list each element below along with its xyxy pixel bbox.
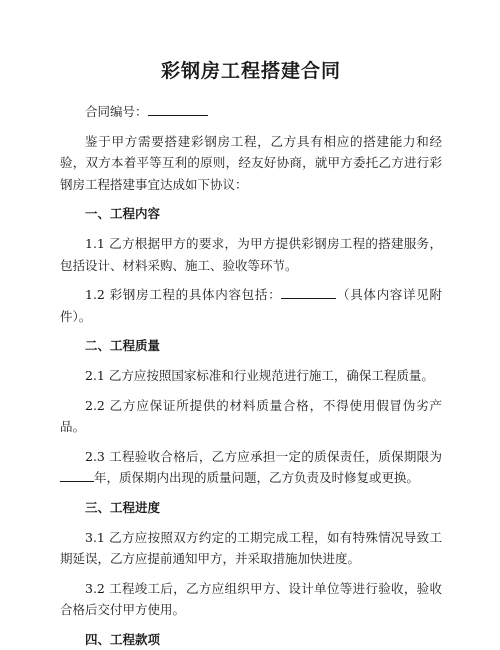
- clause-2-1: 2.1 乙方应按照国家标准和行业规范进行施工，确保工程质量。: [85, 368, 434, 383]
- work-content-blank[interactable]: [281, 284, 336, 299]
- clause-1-2-text-before: 1.2 彩钢房工程的具体内容包括：: [85, 287, 282, 302]
- contract-number-label: 合同编号：: [85, 104, 148, 119]
- clause-3-2: 3.2 工程竣工后，乙方应组织甲方、设计单位等进行验收，验收合格后交付甲方使用。: [60, 580, 442, 617]
- clause-2-3: [60, 446, 442, 489]
- clause-2-3-text-after: 年，质保期内出现的质量问题，乙方负责及时修复或更换。: [94, 470, 420, 485]
- clause-1-1: 1.1 乙方根据甲方的要求，为甲方提供彩钢房工程的搭建服务，包括设计、材料采购、施工、验收等环节。: [60, 236, 442, 273]
- clause-2-2: 2.2 乙方应保证所提供的材料质量合格，不得使用假冒伪劣产品。: [60, 397, 442, 434]
- intro-paragraph: 鉴于甲方需要搭建彩钢房工程，乙方具有相应的搭建能力和经验，双方本着平等互利的原则，经友好协商，就甲方委托乙方进行彩钢房工程搭建事宜达成如下协议：: [60, 133, 442, 192]
- warranty-years-blank[interactable]: [60, 467, 94, 482]
- clause-2-3-text-before: 2.3 工程验收合格后，乙方应承担一定的质保责任，质保期限为: [85, 448, 442, 464]
- contract-number-blank[interactable]: [148, 101, 208, 116]
- document-title: 彩钢房工程搭建合同: [160, 60, 341, 82]
- clause-1-2-text-after: （具体内容详见附件）。: [60, 287, 442, 324]
- clause-3-1: 3.1 乙方应按照双方约定的工期完成工程，如有特殊情况导致工期延误，乙方应提前通知甲方，并采取措施加快进度。: [60, 529, 442, 566]
- section-heading-1: 一、工程内容: [85, 206, 161, 221]
- clause-1-2: [60, 284, 442, 327]
- section-heading-2: 二、工程质量: [85, 338, 161, 353]
- section-heading-3: 三、工程进度: [85, 499, 161, 515]
- contract-number-line: [60, 101, 442, 123]
- section-heading-4: 四、工程款项: [85, 631, 161, 647]
